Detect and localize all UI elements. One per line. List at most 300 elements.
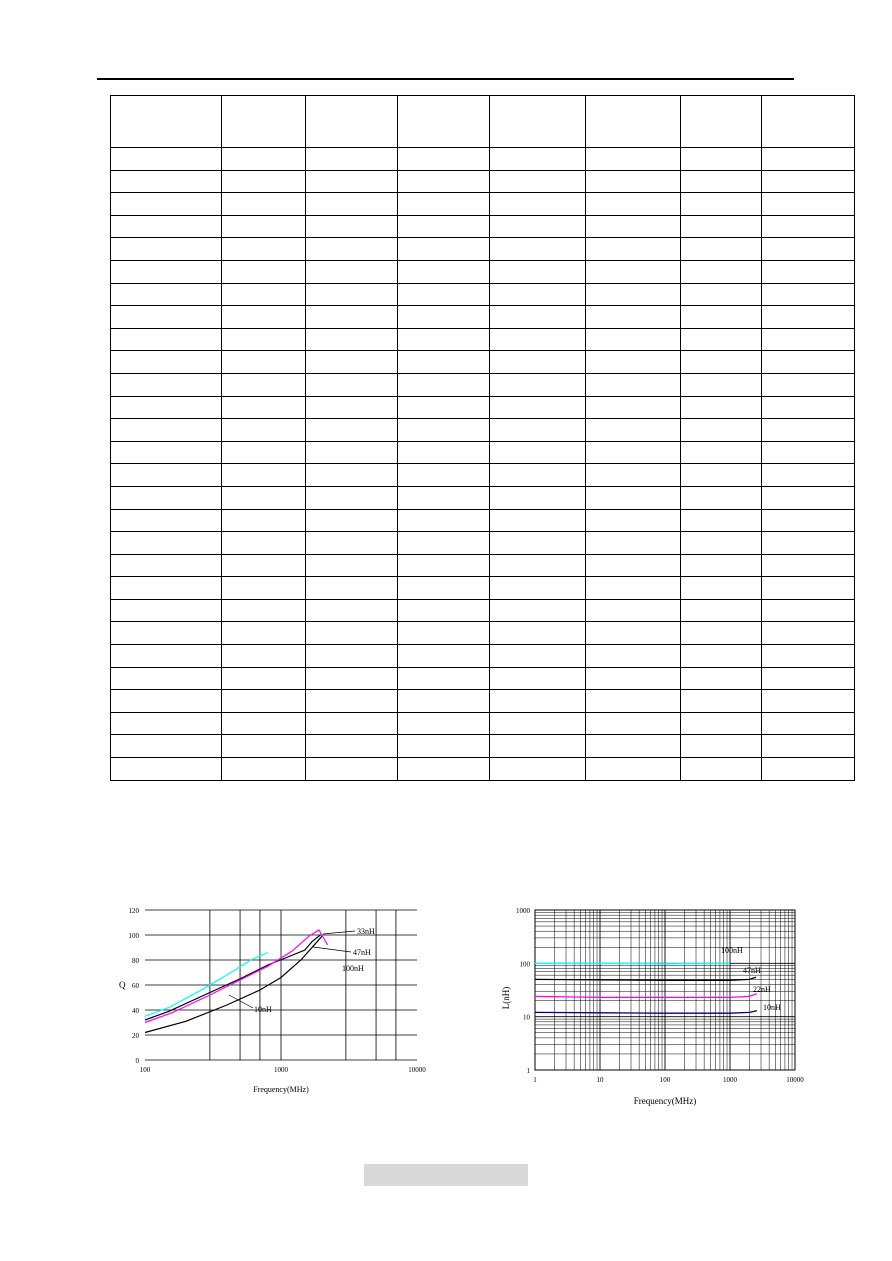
l-chart-y-axis-label: L(nH) [501,986,511,1010]
table-cell [490,260,586,283]
q-series-line-33nH [145,930,328,1023]
table-cell [681,554,762,577]
table-row [111,486,855,509]
table-cell [586,554,681,577]
table-cell [490,170,586,193]
table-cell [222,577,306,600]
table-cell [306,419,398,442]
table-cell [681,622,762,645]
table-cell [490,577,586,600]
table-cell [586,577,681,600]
table-cell [681,712,762,735]
table-cell [586,645,681,668]
table-cell [398,509,490,532]
table-cell [586,667,681,690]
table-row [111,373,855,396]
table-cell [490,441,586,464]
table-cell [111,554,222,577]
table-cell [681,577,762,600]
table-cell [398,373,490,396]
table-cell [306,193,398,216]
table-cell [306,735,398,758]
q-label-100nh: 100nH [342,964,364,973]
table-cell [762,419,855,442]
l-y-tick-label: 1 [526,1067,530,1075]
table-header-cell [111,96,222,148]
q-x-tick-label: 1000 [274,1066,288,1074]
l-series-line-100nH [535,963,730,964]
table-cell [490,396,586,419]
table-cell [762,260,855,283]
l-x-tick-label: 100 [659,1076,671,1084]
table-cell [586,622,681,645]
table-cell [398,306,490,329]
table-cell [681,328,762,351]
table-cell [111,283,222,306]
table-cell [586,758,681,781]
q-y-tick-label: 40 [132,1007,139,1015]
table-header-cell [681,96,762,148]
table-cell [762,283,855,306]
q-y-tick-label: 20 [132,1032,139,1040]
table-row [111,645,855,668]
table-cell [586,170,681,193]
l-x-tick-label: 1 [533,1076,537,1084]
table-cell [398,170,490,193]
table-cell [398,464,490,487]
table-cell [398,328,490,351]
table-cell [586,486,681,509]
table-row [111,260,855,283]
table-cell [111,396,222,419]
table-cell [762,441,855,464]
table-cell [398,419,490,442]
table-row [111,622,855,645]
table-cell [762,667,855,690]
table-cell [762,758,855,781]
table-cell [398,260,490,283]
table-header-cell [586,96,681,148]
table-cell [306,509,398,532]
table-cell [586,532,681,555]
table-cell [398,622,490,645]
table-cell [111,645,222,668]
table-cell [762,351,855,374]
table-cell [762,735,855,758]
table-cell [398,441,490,464]
table-cell [306,328,398,351]
table-cell [306,148,398,171]
l-x-tick-label: 10000 [786,1076,804,1084]
table-cell [398,712,490,735]
table-cell [762,396,855,419]
table-cell [306,577,398,600]
table-cell [398,577,490,600]
table-cell [490,735,586,758]
table-cell [306,170,398,193]
table-row [111,599,855,622]
table-cell [681,599,762,622]
table-cell [111,690,222,713]
table-cell [490,283,586,306]
table-row [111,148,855,171]
table-cell [490,193,586,216]
table-cell [222,599,306,622]
table-cell [222,509,306,532]
table-cell [398,351,490,374]
table-cell [111,148,222,171]
table-cell [222,396,306,419]
table-cell [586,306,681,329]
table-cell [490,486,586,509]
table-cell [586,351,681,374]
l-label-22nh: 22nH [753,985,771,994]
table-cell [306,712,398,735]
table-cell [306,464,398,487]
table-cell [490,509,586,532]
table-cell [586,599,681,622]
table-cell [111,509,222,532]
table-cell [306,396,398,419]
table-cell [222,328,306,351]
table-cell [681,690,762,713]
table-cell [306,215,398,238]
footer-page-bar [364,1164,528,1186]
q-y-tick-label: 80 [132,957,139,965]
table-cell [586,396,681,419]
q-y-tick-label: 100 [128,932,139,940]
table-cell [490,328,586,351]
table-row [111,509,855,532]
table-cell [681,306,762,329]
q-chart-series [145,930,328,1033]
table-cell [111,486,222,509]
table-cell [681,396,762,419]
table-cell [586,690,681,713]
table-cell [398,486,490,509]
table-cell [586,712,681,735]
table-cell [111,260,222,283]
table-cell [490,148,586,171]
table-cell [222,148,306,171]
table-cell [490,622,586,645]
table-cell [586,373,681,396]
table-row [111,170,855,193]
table-cell [111,599,222,622]
table-cell [111,419,222,442]
q-pointer-47nh [313,947,351,952]
table-cell [681,283,762,306]
table-cell [586,260,681,283]
table-cell [681,215,762,238]
table-cell [490,351,586,374]
table-cell [306,554,398,577]
table-row [111,464,855,487]
table-cell [222,532,306,555]
table-cell [681,373,762,396]
table-cell [306,260,398,283]
table-cell [681,351,762,374]
table-row [111,735,855,758]
table-cell [222,170,306,193]
table-cell [490,373,586,396]
table-header-cell [490,96,586,148]
table-cell [222,645,306,668]
table-cell [306,645,398,668]
table-header-row [111,96,855,148]
table-cell [681,170,762,193]
l-label-10nh: 10nH [763,1003,781,1012]
q-label-10nh: 10nH [254,1005,272,1014]
table-cell [306,306,398,329]
table-cell [681,532,762,555]
table-cell [762,238,855,261]
table-cell [762,712,855,735]
table-cell [762,486,855,509]
table-cell [490,645,586,668]
table-cell [306,622,398,645]
l-chart-x-axis-label: Frequency(MHz) [633,1096,697,1106]
table-cell [490,554,586,577]
table-cell [762,328,855,351]
table-cell [681,758,762,781]
table-cell [398,215,490,238]
table-header-cell [762,96,855,148]
table-cell [111,193,222,216]
table-cell [222,667,306,690]
header-rule [97,78,794,80]
table-cell [762,170,855,193]
table-cell [222,758,306,781]
table-cell [222,193,306,216]
l-y-tick-label: 10 [523,1013,530,1022]
table-cell [681,193,762,216]
l-y-tick-label: 100 [519,960,530,969]
table-cell [398,645,490,668]
table-cell [306,667,398,690]
table-cell [398,758,490,781]
l-label-100nh: 100nH [721,946,743,955]
table-row [111,396,855,419]
table-cell [306,283,398,306]
table-cell [398,690,490,713]
table-row [111,419,855,442]
q-chart-tick-labels [129,907,427,1074]
table-cell [762,622,855,645]
table-cell [111,441,222,464]
table-cell [762,373,855,396]
table-cell [306,441,398,464]
table-cell [586,735,681,758]
table-cell [762,193,855,216]
table-cell [762,690,855,713]
table-cell [681,260,762,283]
table-row [111,577,855,600]
table-cell [398,148,490,171]
table-cell [111,215,222,238]
q-y-tick-label: 0 [135,1057,139,1065]
q-label-47nh: 47nH [353,948,371,957]
table-row [111,351,855,374]
table-cell [222,712,306,735]
table-cell [586,419,681,442]
q-label-33nh: 33nH [357,927,375,936]
table-cell [306,373,398,396]
table-header-cell [306,96,398,148]
l-label-47nh: 47nH [743,966,761,975]
q-chart-x-axis-label: Frequency(MHz) [253,1085,309,1094]
table-row [111,712,855,735]
table-cell [306,238,398,261]
table-cell [586,238,681,261]
table-cell [398,238,490,261]
table-cell [762,599,855,622]
table-row [111,667,855,690]
table-cell [222,306,306,329]
table-cell [762,464,855,487]
table-row [111,532,855,555]
q-chart-y-axis-label: Q [119,980,126,990]
table-cell [490,758,586,781]
table-cell [398,735,490,758]
table-cell [222,441,306,464]
q-pointer-10nh [229,995,253,1008]
table-cell [111,373,222,396]
table-cell [586,283,681,306]
table-cell [111,758,222,781]
table-row [111,238,855,261]
table-cell [681,486,762,509]
table-cell [111,306,222,329]
table-cell [398,396,490,419]
table-cell [398,193,490,216]
table-cell [222,554,306,577]
table-cell [762,215,855,238]
table-cell [111,464,222,487]
table-cell [111,170,222,193]
table-row [111,283,855,306]
table-cell [762,532,855,555]
table-row [111,306,855,329]
table-cell [681,238,762,261]
table-cell [111,622,222,645]
table-cell [111,328,222,351]
table-cell [222,215,306,238]
table-row [111,328,855,351]
table-cell [222,419,306,442]
l-y-tick-label: 1000 [516,907,530,915]
table-row [111,193,855,216]
l-x-tick-label: 1000 [723,1076,737,1084]
q-y-tick-label: 120 [128,907,139,915]
table-cell [306,486,398,509]
table-cell [222,351,306,374]
q-chart-grid [145,910,417,1060]
table-cell [111,351,222,374]
table-cell [111,712,222,735]
table-cell [222,373,306,396]
table-cell [490,667,586,690]
table-cell [398,667,490,690]
table-cell [681,509,762,532]
table-cell [586,148,681,171]
table-cell [222,486,306,509]
table-cell [586,328,681,351]
table-row [111,554,855,577]
table-cell [762,577,855,600]
q-vs-frequency-chart [105,898,445,1108]
l-x-tick-label: 10 [596,1076,604,1084]
table-cell [681,735,762,758]
table-cell [490,419,586,442]
table-cell [490,238,586,261]
table-cell [222,690,306,713]
table-cell [398,283,490,306]
table-cell [306,690,398,713]
table-cell [490,599,586,622]
q-series-line-10nH [145,936,322,1032]
table-cell [586,215,681,238]
q-pointer-33nh [323,931,355,934]
table-cell [681,419,762,442]
table-cell [586,193,681,216]
table-cell [762,554,855,577]
table-cell [306,351,398,374]
table-cell [490,712,586,735]
table-cell [586,441,681,464]
spec-table [110,95,855,781]
q-y-tick-label: 60 [132,982,139,990]
table-cell [222,238,306,261]
table-cell [306,532,398,555]
table-cell [762,645,855,668]
table-cell [681,441,762,464]
table-cell [222,622,306,645]
table-cell [111,532,222,555]
table-cell [681,667,762,690]
table-cell [398,532,490,555]
table-cell [681,464,762,487]
table-cell [222,735,306,758]
table-cell [681,645,762,668]
table-cell [762,306,855,329]
table-cell [306,599,398,622]
table-cell [111,238,222,261]
inductance-vs-frequency-chart [495,898,815,1113]
table-cell [398,554,490,577]
table-cell [222,464,306,487]
table-cell [490,690,586,713]
q-x-tick-label: 10000 [408,1066,426,1074]
table-row [111,758,855,781]
table-cell [222,260,306,283]
table-cell [762,509,855,532]
table-cell [490,464,586,487]
table-cell [111,577,222,600]
table-row [111,215,855,238]
table-cell [490,215,586,238]
table-cell [398,599,490,622]
table-header-cell [398,96,490,148]
q-series-line-47nH [145,935,320,1020]
table-cell [222,283,306,306]
table-cell [586,509,681,532]
table-header-cell [222,96,306,148]
table-cell [306,758,398,781]
table-cell [490,532,586,555]
table-cell [586,464,681,487]
table-cell [681,148,762,171]
